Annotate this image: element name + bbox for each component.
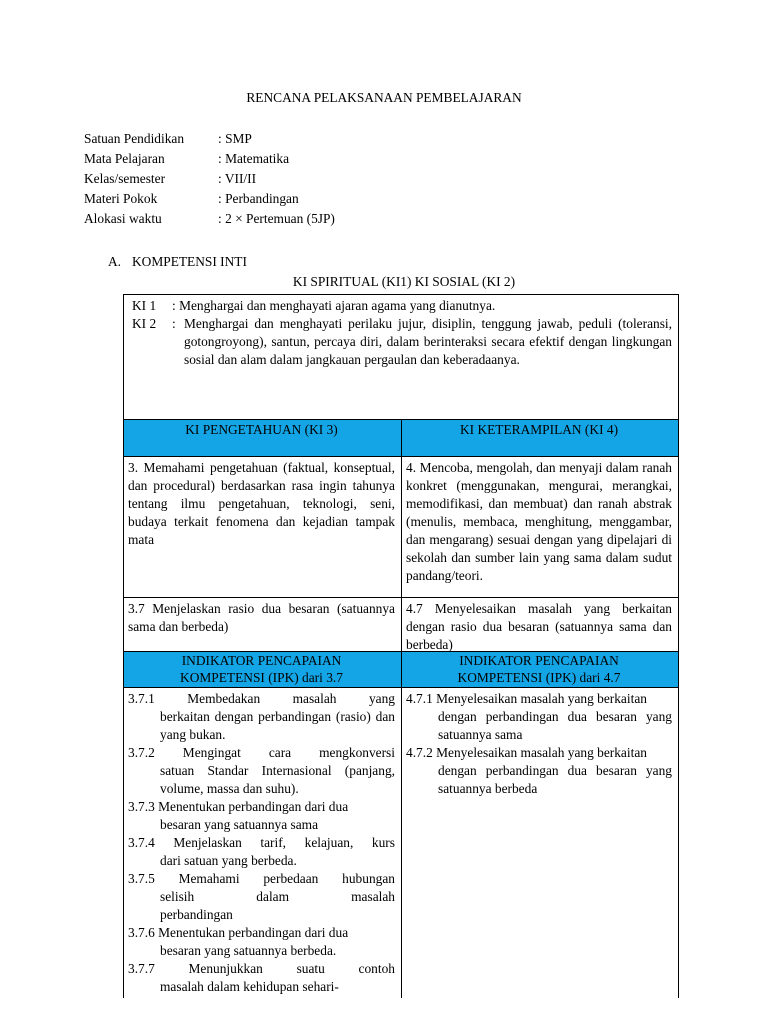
info-value: : SMP [218,131,252,146]
list-item [128,960,395,996]
section-label: KOMPETENSI INTI [132,254,247,269]
ipk-number: 3.7.2 [128,745,155,760]
ipk-text-start: Menjelaskan tarif, kelajuan, kurs [173,835,395,850]
info-value: : 2 × Pertemuan (5JP) [218,211,335,226]
ipk-text-cont: dengan perbandingan dua besaran yang satuannya sama [438,709,672,742]
document-title: RENCANA PELAKSANAAN PEMBELAJARAN [246,90,522,105]
ipk37-list [124,688,401,998]
ipk-text-start: Menyelesaikan masalah yang berkaitan [436,745,647,760]
ipk37-header-line1: INDIKATOR PENCAPAIAN [181,653,342,668]
ki-heading: KI SPIRITUAL (KI1) KI SOSIAL (KI 2) [292,274,516,289]
info-key: Mata Pelajaran [84,151,165,166]
ipk-number: 3.7.5 [128,871,155,886]
kd47-text: 4.7 Menyelesaikan masalah yang berkaitan dengan rasio dua besaran (satuannya sama dan berbeda) [401,598,678,651]
ipk-number: 3.7.6 [128,925,155,940]
ipk-text-cont: perbandingan [160,907,233,922]
info-row [84,150,504,170]
ipk-number: 3.7.4 [128,835,155,850]
list-item [128,834,395,870]
info-value: : Perbandingan [218,191,299,206]
ki4-text: 4. Mencoba, mengolah, dan menyaji dalam ranah konkret (menggunakan, mengurai, merangkai, memodifikasi, dan membuat) dan ranah abstrak (menulis, membaca, menghitung, menggambar, dan mengarang) sesuai dengan yang dipelajari di sekolah dan sumber lain yang sama dalam sudut pandang/teori. [401,457,678,597]
kd-row [124,597,678,651]
ipk-text-cont: selisih dalam masalah [160,889,395,904]
ki4-header: KI KETERAMPILAN (KI 4) [401,420,678,456]
info-row [84,210,504,230]
ki2-line [132,315,672,369]
info-key: Satuan Pendidikan [84,131,185,146]
competency-table [123,294,679,998]
ipk47-header-line2: KOMPETENSI (IPK) dari 4.7 [457,670,621,685]
ipk-number: 3.7.1 [128,691,155,706]
ki2-colon: : [172,316,176,331]
ipk-text-cont: dari satuan yang berbeda. [160,853,297,868]
list-item [406,744,672,798]
ipk37-header-line2: KOMPETENSI (IPK) dari 3.7 [180,670,343,685]
ipk-text-cont: besaran yang satuannya berbeda. [160,943,337,958]
info-row [84,130,504,150]
list-item [128,690,395,744]
ki34-header-row [124,419,678,456]
ki1-label: KI 1 [132,298,157,313]
ki3-header: KI PENGETAHUAN (KI 3) [124,420,401,456]
ipk-content-row [124,687,678,998]
info-key: Materi Pokok [84,191,158,206]
ipk-number: 3.7.7 [128,961,155,976]
info-key: Kelas/semester [84,171,166,186]
list-item [128,798,395,834]
ipk-text-start: Menunjukkan suatu contoh [188,961,395,976]
info-key: Alokasi waktu [84,211,162,226]
info-row [84,170,504,190]
ki34-content-row [124,456,678,597]
info-value: : Matematika [218,151,290,166]
ipk-text-start: Membedakan masalah yang [187,691,395,706]
ipk-text-start: Mengingat cara mengkonversi [182,745,395,760]
ipk-text-cont: masalah dalam kehidupan sehari- [160,979,339,994]
info-block [84,130,504,230]
list-item [128,924,395,960]
ki1-line [132,297,672,315]
ipk-text-start: Menyelesaikan masalah yang berkaitan [436,691,647,706]
ipk-text-cont: besaran yang satuannya sama [160,817,319,832]
list-item [406,690,672,744]
ipk-number: 3.7.3 [128,799,155,814]
info-row [84,190,504,210]
ki1-ki2-cell [124,295,678,419]
ki2-text: Menghargai dan menghayati perilaku jujur, disiplin, tenggung jawab, peduli (toleransi, gotongroyong), santun, percaya diri, dalam berinteraksi secara efektif dengan lingkungan sosial dan alam dalam jangkauan pergaulan dan keberadaanya. [184,316,672,367]
list-item [128,744,395,798]
ki1-text: : Menghargai dan menghayati ajaran agama yang dianutnya. [172,298,496,313]
ipk-text-cont: dengan perbandingan dua besaran yang satuannya berbeda [438,763,672,796]
ki2-label: KI 2 [132,316,157,331]
ipk-header-row [124,651,678,687]
ipk-text-start: Menentukan perbandingan dari dua [158,925,349,940]
list-item [128,870,395,924]
ipk-text-start: Menentukan perbandingan dari dua [158,799,349,814]
ipk-text-cont: berkaitan dengan perbandingan (rasio) dan yang bukan. [160,709,395,742]
kd37-text: 3.7 Menjelaskan rasio dua besaran (satuannya sama dan berbeda) [128,601,395,634]
ipk-number: 4.7.1 [406,691,433,706]
ipk37-header [124,652,401,687]
ipk47-header-line1: INDIKATOR PENCAPAIAN [459,653,619,668]
section-letter: A. [108,254,122,269]
section-heading [108,253,247,271]
ipk47-header [401,652,678,687]
ki3-text: 3. Memahami pengetahuan (faktual, konseptual, dan procedural) berdasarkan rasa ingin tahunya tentang ilmu pengetahuan, teknologi, seni, budaya terkait fenomena dan kejadian tampak mata [128,460,395,547]
ipk47-list [401,688,678,998]
ipk-text-cont: satuan Standar Internasional (panjang, volume, massa dan suhu). [160,763,395,796]
ipk-number: 4.7.2 [406,745,433,760]
ipk-text-start: Memahami perbedaan hubungan [178,871,395,886]
info-value: : VII/II [218,171,257,186]
